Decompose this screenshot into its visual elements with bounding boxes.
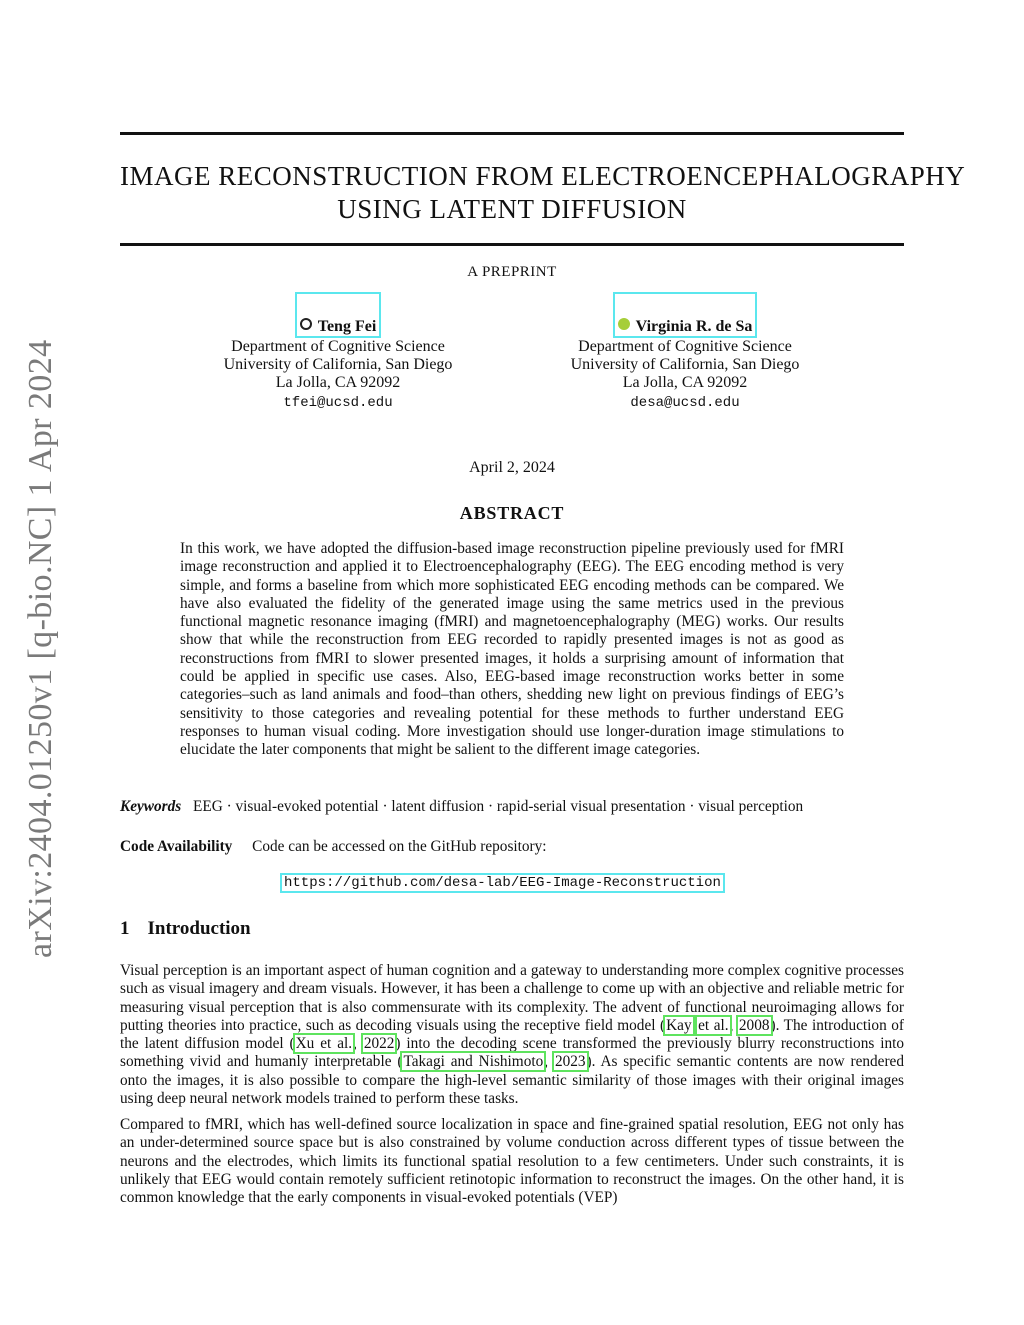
author-city: La Jolla, CA 92092 [275, 374, 401, 391]
paragraph-text: Visual perception is an important aspect of human cognition and a gateway to understanding more complex cognitive processes such as visual imagery and dream visuals. However, it has been a challenge to come up with an objective and reliable metric for measuring visual perception that is also commensurate with its complexity. The advent of functional neuroimaging allows for putting theories into practice, such as decoding visuals using the receptive field model ( [120, 962, 904, 1034]
author-email: desa@ucsd.edu [630, 395, 740, 411]
citation-link[interactable]: et al. [698, 1016, 729, 1034]
citation-separator: , [729, 1016, 738, 1034]
author-university: University of California, San Diego [223, 356, 453, 373]
publication-date: April 2, 2024 [469, 459, 555, 476]
author-name-link[interactable] [295, 292, 382, 338]
abstract-heading: ABSTRACT [459, 503, 565, 523]
section-heading [120, 918, 251, 940]
section-number: 1 [120, 918, 130, 939]
citation-link[interactable]: Xu et al. [295, 1035, 353, 1053]
citation-link[interactable]: Kay [666, 1016, 692, 1034]
title-line-2: USING LATENT DIFFUSION [337, 194, 687, 224]
keywords-line [120, 798, 803, 816]
author-department: Department of Cognitive Science [578, 338, 792, 355]
keywords-text: EEG · visual-evoked potential · latent diffusion · rapid-serial visual presentation · visual perception [193, 798, 804, 815]
author-name: Virginia R. de Sa [635, 318, 753, 335]
paragraph-text: ). As specific semantic contents are now rendered onto the images, it is also possible to compare the high-level semantic similarity of those images with their original images using deep neural network models trained to perform these tasks. [120, 1053, 904, 1108]
title-line-1: IMAGE RECONSTRUCTION FROM ELECTROENCEPHALOGRAPHY [120, 161, 966, 191]
keywords-label: Keywords [120, 798, 182, 815]
citation-separator: , [353, 1035, 363, 1053]
author-name-link[interactable] [613, 292, 758, 338]
title-top-rule [120, 132, 904, 135]
orcid-icon [300, 318, 312, 330]
code-availability-text: Code can be accessed on the GitHub repository: [252, 838, 547, 855]
author-name: Teng Fei [317, 318, 377, 335]
paper-title [120, 160, 966, 226]
preprint-label: A PREPRINT [467, 264, 557, 280]
intro-paragraph-2: Compared to fMRI, which has well-defined source localization in space and fine-grained spatial resolution, EEG not only has an under-determined source space but is also constrained by volume conduction across different types of tissue between the neurons and the electrodes, which limits its functional spatial resolution to a few centimeters. Under such constraints, it is unlikely that EEG would contain remotely sufficient retinotopic information to reconstruct the images. On the other hand, it is common knowledge that the early components in visual-evoked potentials (VEP) [120, 1116, 904, 1207]
citation-year-link[interactable]: 2022 [363, 1035, 395, 1053]
title-bottom-rule [120, 243, 904, 246]
author-block-1 [178, 292, 498, 412]
orcid-icon [618, 318, 630, 330]
arxiv-identifier: arXiv:2404.01250v1 [q-bio.NC] 1 Apr 2024 [22, 339, 59, 958]
section-title: Introduction [147, 918, 251, 939]
author-university: University of California, San Diego [570, 356, 800, 373]
author-city: La Jolla, CA 92092 [622, 374, 748, 391]
code-availability-line [120, 838, 547, 856]
author-block-2 [525, 292, 845, 412]
author-department: Department of Cognitive Science [231, 338, 445, 355]
paragraph-text: ) into the decoding scene transformed the previously blurry reconstructions into something vivid and humanly interpretable ( [120, 1035, 905, 1071]
citation-link[interactable]: Takagi and Nishimoto [403, 1053, 544, 1071]
paragraph-text: ). The introduction of the latent diffusion model ( [120, 1016, 904, 1053]
citation-year-link[interactable]: 2008 [738, 1016, 770, 1034]
citation-year-link[interactable]: 2023 [554, 1053, 586, 1071]
abstract-text: In this work, we have adopted the diffusion-based image reconstruction pipeline previously used for fMRI image reconstruction and applied it to Electroencephalography (EEG). The EEG encoding method is very simple, and forms a baseline from which more sophisticated EEG encoding methods can be compared. We have also evaluated the fidelity of the generated image using the same metrics used in the previous functional magnetic resonance imaging (fMRI) and magnetoencephalography (MEG) works. Our results show that while the reconstruction from EEG recorded to rapidly presented images is not as good as reconstructions from fMRI to slower presented images, it holds a surprising amount of information that could be applied in specific use cases. Also, EEG-based image reconstruction works better in some categories–such as land animals and food–than others, shedding new light on previous findings of EEG’s sensitivity to those categories and revealing potential for these methods to further understand EEG responses to human visual coding. More investigation should use longer-duration image stimulations to elucidate the later components that might be salient to the different image categories. [180, 540, 844, 759]
author-email: tfei@ucsd.edu [283, 395, 393, 411]
code-availability-label: Code Availability [120, 838, 233, 855]
github-repository-link[interactable]: https://github.com/desa-lab/EEG-Image-Reconstruction [280, 873, 725, 893]
intro-paragraph-1 [120, 962, 904, 1108]
citation-separator: , [544, 1053, 554, 1071]
